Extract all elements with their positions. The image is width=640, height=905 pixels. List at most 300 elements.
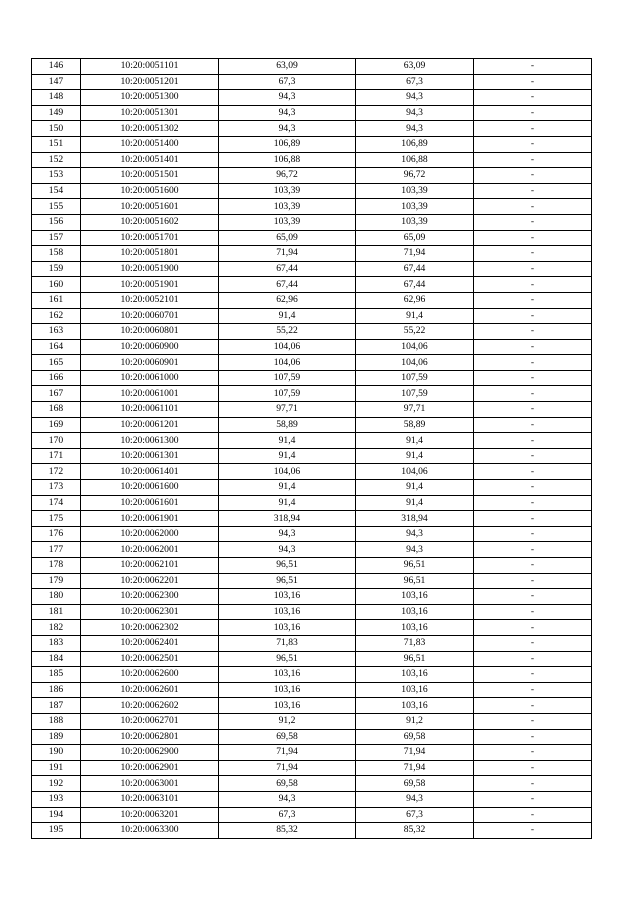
table-row: [32, 729, 592, 745]
table-row: [32, 199, 592, 215]
value-repeat-cell: 96,51: [356, 573, 474, 589]
row-number-cell: 161: [32, 292, 81, 308]
value-repeat-cell: 62,96: [356, 292, 474, 308]
value-cell: 107,59: [219, 370, 356, 386]
table-row: [32, 136, 592, 152]
value-cell: 94,3: [219, 105, 356, 121]
value-cell: 58,89: [219, 417, 356, 433]
table-row: [32, 121, 592, 137]
cadastral-number-cell: 10:20:0052101: [81, 292, 219, 308]
value-cell: 97,71: [219, 402, 356, 418]
cadastral-number-cell: 10:20:0062201: [81, 573, 219, 589]
cadastral-number-cell: 10:20:0061001: [81, 386, 219, 402]
value-repeat-cell: 94,3: [356, 526, 474, 542]
row-number-cell: 178: [32, 558, 81, 574]
value-repeat-cell: 94,3: [356, 542, 474, 558]
value-cell: 106,88: [219, 152, 356, 168]
row-number-cell: 176: [32, 526, 81, 542]
table-row: [32, 682, 592, 698]
note-cell: -: [474, 589, 592, 605]
table-row: [32, 745, 592, 761]
note-cell: -: [474, 791, 592, 807]
value-repeat-cell: 107,59: [356, 370, 474, 386]
value-cell: 103,16: [219, 620, 356, 636]
table-row: [32, 214, 592, 230]
note-cell: -: [474, 199, 592, 215]
table-row: [32, 230, 592, 246]
note-cell: -: [474, 105, 592, 121]
note-cell: -: [474, 308, 592, 324]
value-repeat-cell: 91,4: [356, 495, 474, 511]
value-cell: 107,59: [219, 386, 356, 402]
cadastral-number-cell: 10:20:0051901: [81, 277, 219, 293]
note-cell: -: [474, 370, 592, 386]
row-number-cell: 148: [32, 90, 81, 106]
cadastral-number-cell: 10:20:0062900: [81, 745, 219, 761]
row-number-cell: 170: [32, 433, 81, 449]
table-row: [32, 558, 592, 574]
row-number-cell: 151: [32, 136, 81, 152]
table-row: [32, 339, 592, 355]
table-row: [32, 355, 592, 371]
value-repeat-cell: 103,16: [356, 604, 474, 620]
value-repeat-cell: 97,71: [356, 402, 474, 418]
table-row: [32, 433, 592, 449]
note-cell: -: [474, 292, 592, 308]
cadastral-number-cell: 10:20:0062302: [81, 620, 219, 636]
note-cell: -: [474, 152, 592, 168]
value-cell: 103,16: [219, 682, 356, 698]
cadastral-number-cell: 10:20:0063001: [81, 776, 219, 792]
cadastral-number-cell: 10:20:0061600: [81, 480, 219, 496]
value-repeat-cell: 94,3: [356, 121, 474, 137]
value-repeat-cell: 96,51: [356, 558, 474, 574]
table-row: [32, 90, 592, 106]
value-cell: 94,3: [219, 526, 356, 542]
row-number-cell: 152: [32, 152, 81, 168]
note-cell: -: [474, 230, 592, 246]
value-cell: 91,4: [219, 448, 356, 464]
note-cell: -: [474, 713, 592, 729]
note-cell: -: [474, 698, 592, 714]
cadastral-number-cell: 10:20:0051601: [81, 199, 219, 215]
table-row: [32, 760, 592, 776]
value-cell: 67,44: [219, 261, 356, 277]
value-repeat-cell: 71,83: [356, 635, 474, 651]
value-cell: 69,58: [219, 729, 356, 745]
cadastral-number-cell: 10:20:0062101: [81, 558, 219, 574]
note-cell: -: [474, 511, 592, 527]
value-repeat-cell: 103,39: [356, 214, 474, 230]
cadastral-number-cell: 10:20:0061301: [81, 448, 219, 464]
table-row: [32, 74, 592, 90]
cadastral-number-cell: 10:20:0062501: [81, 651, 219, 667]
value-repeat-cell: 67,3: [356, 74, 474, 90]
cadastral-number-cell: 10:20:0051600: [81, 183, 219, 199]
note-cell: -: [474, 620, 592, 636]
value-cell: 71,94: [219, 246, 356, 262]
value-cell: 67,3: [219, 807, 356, 823]
value-repeat-cell: 104,06: [356, 464, 474, 480]
note-cell: -: [474, 573, 592, 589]
table-row: [32, 261, 592, 277]
row-number-cell: 147: [32, 74, 81, 90]
cadastral-number-cell: 10:20:0051401: [81, 152, 219, 168]
value-cell: 91,4: [219, 480, 356, 496]
note-cell: -: [474, 745, 592, 761]
table-row: [32, 386, 592, 402]
cadastral-number-cell: 10:20:0062301: [81, 604, 219, 620]
note-cell: -: [474, 74, 592, 90]
table-row: [32, 526, 592, 542]
value-cell: 103,16: [219, 589, 356, 605]
value-repeat-cell: 103,39: [356, 183, 474, 199]
table-row: [32, 589, 592, 605]
value-repeat-cell: 104,06: [356, 339, 474, 355]
cadastral-number-cell: 10:20:0051900: [81, 261, 219, 277]
cadastral-number-cell: 10:20:0051302: [81, 121, 219, 137]
value-cell: 106,89: [219, 136, 356, 152]
value-repeat-cell: 91,2: [356, 713, 474, 729]
table-row: [32, 59, 592, 75]
table-row: [32, 448, 592, 464]
value-cell: 71,83: [219, 635, 356, 651]
table-row: [32, 308, 592, 324]
note-cell: -: [474, 526, 592, 542]
note-cell: -: [474, 604, 592, 620]
row-number-cell: 155: [32, 199, 81, 215]
table-row: [32, 635, 592, 651]
table-row: [32, 511, 592, 527]
value-cell: 85,32: [219, 823, 356, 839]
value-repeat-cell: 55,22: [356, 324, 474, 340]
table-row: [32, 667, 592, 683]
table-row: [32, 480, 592, 496]
value-repeat-cell: 71,94: [356, 745, 474, 761]
value-repeat-cell: 103,16: [356, 667, 474, 683]
cadastral-number-cell: 10:20:0051801: [81, 246, 219, 262]
table-row: [32, 246, 592, 262]
row-number-cell: 158: [32, 246, 81, 262]
cadastral-number-cell: 10:20:0051602: [81, 214, 219, 230]
cadastral-number-cell: 10:20:0062701: [81, 713, 219, 729]
row-number-cell: 165: [32, 355, 81, 371]
table-row: [32, 464, 592, 480]
value-cell: 63,09: [219, 59, 356, 75]
row-number-cell: 192: [32, 776, 81, 792]
value-repeat-cell: 103,16: [356, 620, 474, 636]
row-number-cell: 175: [32, 511, 81, 527]
value-repeat-cell: 94,3: [356, 105, 474, 121]
cadastral-number-cell: 10:20:0060901: [81, 355, 219, 371]
row-number-cell: 180: [32, 589, 81, 605]
note-cell: -: [474, 277, 592, 293]
note-cell: -: [474, 667, 592, 683]
row-number-cell: 162: [32, 308, 81, 324]
value-cell: 103,39: [219, 199, 356, 215]
row-number-cell: 169: [32, 417, 81, 433]
note-cell: -: [474, 261, 592, 277]
row-number-cell: 182: [32, 620, 81, 636]
value-cell: 91,2: [219, 713, 356, 729]
note-cell: -: [474, 635, 592, 651]
value-cell: 94,3: [219, 121, 356, 137]
table-row: [32, 651, 592, 667]
note-cell: -: [474, 59, 592, 75]
value-cell: 96,51: [219, 651, 356, 667]
table-row: [32, 823, 592, 839]
value-cell: 71,94: [219, 760, 356, 776]
value-repeat-cell: 63,09: [356, 59, 474, 75]
note-cell: -: [474, 464, 592, 480]
note-cell: -: [474, 433, 592, 449]
cadastral-number-cell: 10:20:0051501: [81, 168, 219, 184]
table-row: [32, 292, 592, 308]
row-number-cell: 194: [32, 807, 81, 823]
value-repeat-cell: 58,89: [356, 417, 474, 433]
row-number-cell: 173: [32, 480, 81, 496]
value-cell: 96,72: [219, 168, 356, 184]
row-number-cell: 157: [32, 230, 81, 246]
value-cell: 94,3: [219, 90, 356, 106]
value-repeat-cell: 106,88: [356, 152, 474, 168]
table-row: [32, 776, 592, 792]
value-cell: 94,3: [219, 791, 356, 807]
note-cell: -: [474, 495, 592, 511]
value-repeat-cell: 107,59: [356, 386, 474, 402]
row-number-cell: 174: [32, 495, 81, 511]
row-number-cell: 179: [32, 573, 81, 589]
value-cell: 69,58: [219, 776, 356, 792]
cadastral-number-cell: 10:20:0062000: [81, 526, 219, 542]
value-cell: 104,06: [219, 355, 356, 371]
value-repeat-cell: 67,3: [356, 807, 474, 823]
row-number-cell: 172: [32, 464, 81, 480]
value-cell: 65,09: [219, 230, 356, 246]
cadastral-number-cell: 10:20:0051300: [81, 90, 219, 106]
table-row: [32, 620, 592, 636]
value-repeat-cell: 96,72: [356, 168, 474, 184]
value-cell: 91,4: [219, 495, 356, 511]
value-cell: 71,94: [219, 745, 356, 761]
row-number-cell: 146: [32, 59, 81, 75]
note-cell: -: [474, 355, 592, 371]
value-repeat-cell: 103,39: [356, 199, 474, 215]
table-row: [32, 807, 592, 823]
row-number-cell: 163: [32, 324, 81, 340]
row-number-cell: 183: [32, 635, 81, 651]
row-number-cell: 191: [32, 760, 81, 776]
note-cell: -: [474, 339, 592, 355]
cadastral-number-cell: 10:20:0061401: [81, 464, 219, 480]
cadastral-number-cell: 10:20:0062600: [81, 667, 219, 683]
note-cell: -: [474, 246, 592, 262]
note-cell: -: [474, 90, 592, 106]
value-repeat-cell: 69,58: [356, 729, 474, 745]
value-cell: 103,39: [219, 214, 356, 230]
table-row: [32, 417, 592, 433]
value-cell: 104,06: [219, 339, 356, 355]
cadastral-number-cell: 10:20:0062801: [81, 729, 219, 745]
row-number-cell: 195: [32, 823, 81, 839]
table-body: [32, 59, 592, 839]
row-number-cell: 189: [32, 729, 81, 745]
value-repeat-cell: 94,3: [356, 791, 474, 807]
value-cell: 318,94: [219, 511, 356, 527]
note-cell: -: [474, 558, 592, 574]
row-number-cell: 193: [32, 791, 81, 807]
value-repeat-cell: 67,44: [356, 277, 474, 293]
value-repeat-cell: 91,4: [356, 448, 474, 464]
cadastral-number-cell: 10:20:0062401: [81, 635, 219, 651]
cadastral-number-cell: 10:20:0061201: [81, 417, 219, 433]
row-number-cell: 166: [32, 370, 81, 386]
note-cell: -: [474, 729, 592, 745]
value-cell: 103,16: [219, 604, 356, 620]
value-cell: 103,39: [219, 183, 356, 199]
cadastral-number-cell: 10:20:0061101: [81, 402, 219, 418]
table-row: [32, 573, 592, 589]
value-repeat-cell: 103,16: [356, 682, 474, 698]
table-row: [32, 791, 592, 807]
value-cell: 55,22: [219, 324, 356, 340]
value-repeat-cell: 71,94: [356, 246, 474, 262]
table-row: [32, 495, 592, 511]
row-number-cell: 185: [32, 667, 81, 683]
cadastral-number-cell: 10:20:0051400: [81, 136, 219, 152]
note-cell: -: [474, 168, 592, 184]
value-repeat-cell: 91,4: [356, 480, 474, 496]
table-row: [32, 698, 592, 714]
row-number-cell: 149: [32, 105, 81, 121]
cadastral-number-cell: 10:20:0060701: [81, 308, 219, 324]
cadastral-number-cell: 10:20:0060900: [81, 339, 219, 355]
row-number-cell: 184: [32, 651, 81, 667]
value-cell: 62,96: [219, 292, 356, 308]
value-cell: 96,51: [219, 558, 356, 574]
cadastral-number-cell: 10:20:0063300: [81, 823, 219, 839]
row-number-cell: 153: [32, 168, 81, 184]
table-row: [32, 168, 592, 184]
value-repeat-cell: 71,94: [356, 760, 474, 776]
row-number-cell: 171: [32, 448, 81, 464]
cadastral-number-cell: 10:20:0062601: [81, 682, 219, 698]
note-cell: -: [474, 823, 592, 839]
value-repeat-cell: 106,89: [356, 136, 474, 152]
cadastral-number-cell: 10:20:0062001: [81, 542, 219, 558]
cadastral-number-cell: 10:20:0051201: [81, 74, 219, 90]
row-number-cell: 159: [32, 261, 81, 277]
data-table: [31, 58, 592, 839]
value-cell: 91,4: [219, 433, 356, 449]
value-cell: 104,06: [219, 464, 356, 480]
note-cell: -: [474, 682, 592, 698]
note-cell: -: [474, 448, 592, 464]
table-row: [32, 105, 592, 121]
value-repeat-cell: 67,44: [356, 261, 474, 277]
value-repeat-cell: 65,09: [356, 230, 474, 246]
cadastral-number-cell: 10:20:0051301: [81, 105, 219, 121]
note-cell: -: [474, 542, 592, 558]
value-cell: 67,44: [219, 277, 356, 293]
value-cell: 94,3: [219, 542, 356, 558]
cadastral-number-cell: 10:20:0061300: [81, 433, 219, 449]
row-number-cell: 186: [32, 682, 81, 698]
value-repeat-cell: 85,32: [356, 823, 474, 839]
value-cell: 67,3: [219, 74, 356, 90]
value-repeat-cell: 104,06: [356, 355, 474, 371]
value-cell: 91,4: [219, 308, 356, 324]
note-cell: -: [474, 183, 592, 199]
cadastral-number-cell: 10:20:0061000: [81, 370, 219, 386]
note-cell: -: [474, 776, 592, 792]
cadastral-number-cell: 10:20:0063201: [81, 807, 219, 823]
note-cell: -: [474, 651, 592, 667]
row-number-cell: 190: [32, 745, 81, 761]
row-number-cell: 150: [32, 121, 81, 137]
value-repeat-cell: 91,4: [356, 433, 474, 449]
note-cell: -: [474, 480, 592, 496]
cadastral-number-cell: 10:20:0051701: [81, 230, 219, 246]
note-cell: -: [474, 417, 592, 433]
value-repeat-cell: 318,94: [356, 511, 474, 527]
table-row: [32, 604, 592, 620]
cadastral-number-cell: 10:20:0062300: [81, 589, 219, 605]
value-cell: 103,16: [219, 698, 356, 714]
value-repeat-cell: 96,51: [356, 651, 474, 667]
table-row: [32, 183, 592, 199]
row-number-cell: 168: [32, 402, 81, 418]
table-row: [32, 277, 592, 293]
value-cell: 103,16: [219, 667, 356, 683]
note-cell: -: [474, 760, 592, 776]
table-row: [32, 402, 592, 418]
cadastral-number-cell: 10:20:0061601: [81, 495, 219, 511]
table-row: [32, 370, 592, 386]
note-cell: -: [474, 214, 592, 230]
row-number-cell: 156: [32, 214, 81, 230]
value-repeat-cell: 94,3: [356, 90, 474, 106]
value-repeat-cell: 103,16: [356, 589, 474, 605]
note-cell: -: [474, 121, 592, 137]
value-cell: 96,51: [219, 573, 356, 589]
note-cell: -: [474, 807, 592, 823]
table-row: [32, 152, 592, 168]
row-number-cell: 177: [32, 542, 81, 558]
note-cell: -: [474, 386, 592, 402]
cadastral-number-cell: 10:20:0063101: [81, 791, 219, 807]
row-number-cell: 164: [32, 339, 81, 355]
cadastral-number-cell: 10:20:0062901: [81, 760, 219, 776]
value-repeat-cell: 103,16: [356, 698, 474, 714]
note-cell: -: [474, 402, 592, 418]
row-number-cell: 160: [32, 277, 81, 293]
row-number-cell: 187: [32, 698, 81, 714]
cadastral-number-cell: 10:20:0060801: [81, 324, 219, 340]
cadastral-number-cell: 10:20:0062602: [81, 698, 219, 714]
table-row: [32, 713, 592, 729]
note-cell: -: [474, 324, 592, 340]
row-number-cell: 188: [32, 713, 81, 729]
note-cell: -: [474, 136, 592, 152]
row-number-cell: 154: [32, 183, 81, 199]
row-number-cell: 181: [32, 604, 81, 620]
table-row: [32, 324, 592, 340]
cadastral-number-cell: 10:20:0061901: [81, 511, 219, 527]
value-repeat-cell: 69,58: [356, 776, 474, 792]
value-repeat-cell: 91,4: [356, 308, 474, 324]
row-number-cell: 167: [32, 386, 81, 402]
